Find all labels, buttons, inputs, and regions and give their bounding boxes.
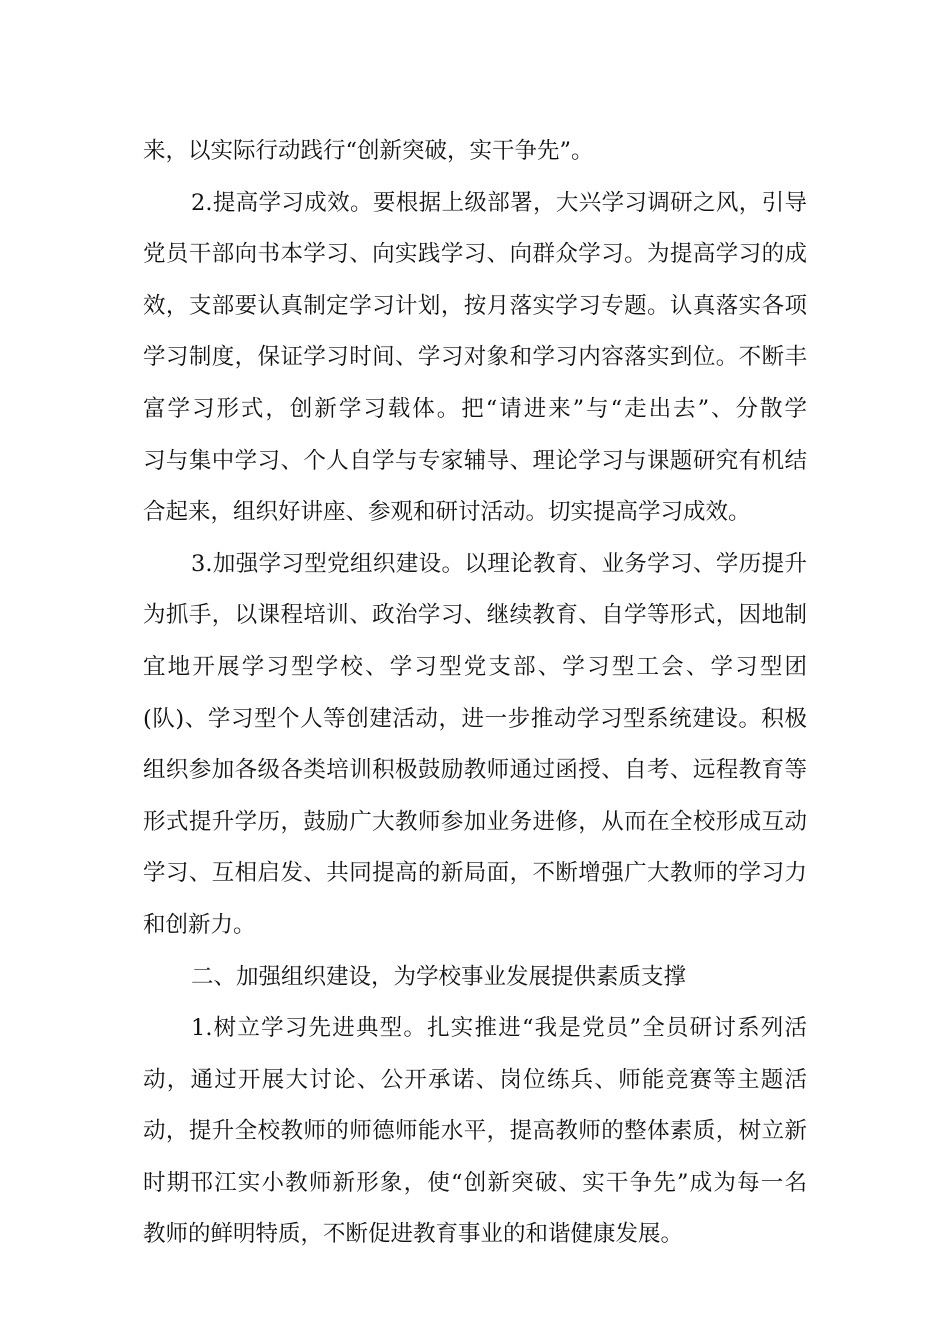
text-line: 为抓手，以课程培训、政治学习、继续教育、自学等形式，因地制	[143, 602, 807, 629]
text-line: 富学习形式，创新学习载体。把“请进来”与“走出去”、分散学	[143, 395, 807, 422]
text-line: 动，提升全校教师的师德师能水平，提高教师的整体素质，树立新	[143, 1118, 807, 1145]
text-line: 学习、互相启发、共同提高的新局面，不断增强广大教师的学习力	[143, 860, 807, 887]
document-body	[143, 126, 807, 1261]
text-line: 时期邗江实小教师新形象，使“创新突破、实干争先”成为每一名	[143, 1169, 807, 1196]
text-line: 效，支部要认真制定学习计划，按月落实学习专题。认真落实各项	[143, 292, 807, 319]
text-line: 习与集中学习、个人自学与专家辅导、理论学习与课题研究有机结	[143, 447, 807, 474]
text-line: 形式提升学历，鼓励广大教师参加业务进修，从而在全校形成互动	[143, 808, 807, 835]
text-line: 学习制度，保证学习时间、学习对象和学习内容落实到位。不断丰	[143, 344, 807, 371]
text-line: 二、加强组织建设，为学校事业发展提供素质支撑	[191, 963, 687, 990]
text-line: 宜地开展学习型学校、学习型党支部、学习型工会、学习型团	[143, 653, 807, 680]
text-line: 党员干部向书本学习、向实践学习、向群众学习。为提高学习的成	[143, 241, 807, 268]
text-line: 2.提高学习成效。要根据上级部署，大兴学习调研之风，引导	[191, 189, 807, 216]
text-line: 和创新力。	[143, 911, 256, 938]
text-line: 1.树立学习先进典型。扎实推进“我是党员”全员研讨系列活	[191, 1015, 807, 1042]
text-line: 组织参加各级各类培训积极鼓励教师通过函授、自考、远程教育等	[143, 757, 807, 784]
text-line: 教师的鲜明特质，不断促进教育事业的和谐健康发展。	[143, 1221, 684, 1248]
text-line: 动，通过开展大讨论、公开承诺、岗位练兵、师能竞赛等主题活	[143, 1066, 807, 1093]
text-line: (队)、学习型个人等创建活动，进一步推动学习型系统建设。积极	[143, 705, 807, 732]
text-line: 来，以实际行动践行“创新突破，实干争先”。	[143, 138, 594, 164]
text-line: 3.加强学习型党组织建设。以理论教育、业务学习、学历提升	[191, 550, 807, 577]
text-line: 合起来，组织好讲座、参观和研讨活动。切实提高学习成效。	[143, 499, 751, 526]
